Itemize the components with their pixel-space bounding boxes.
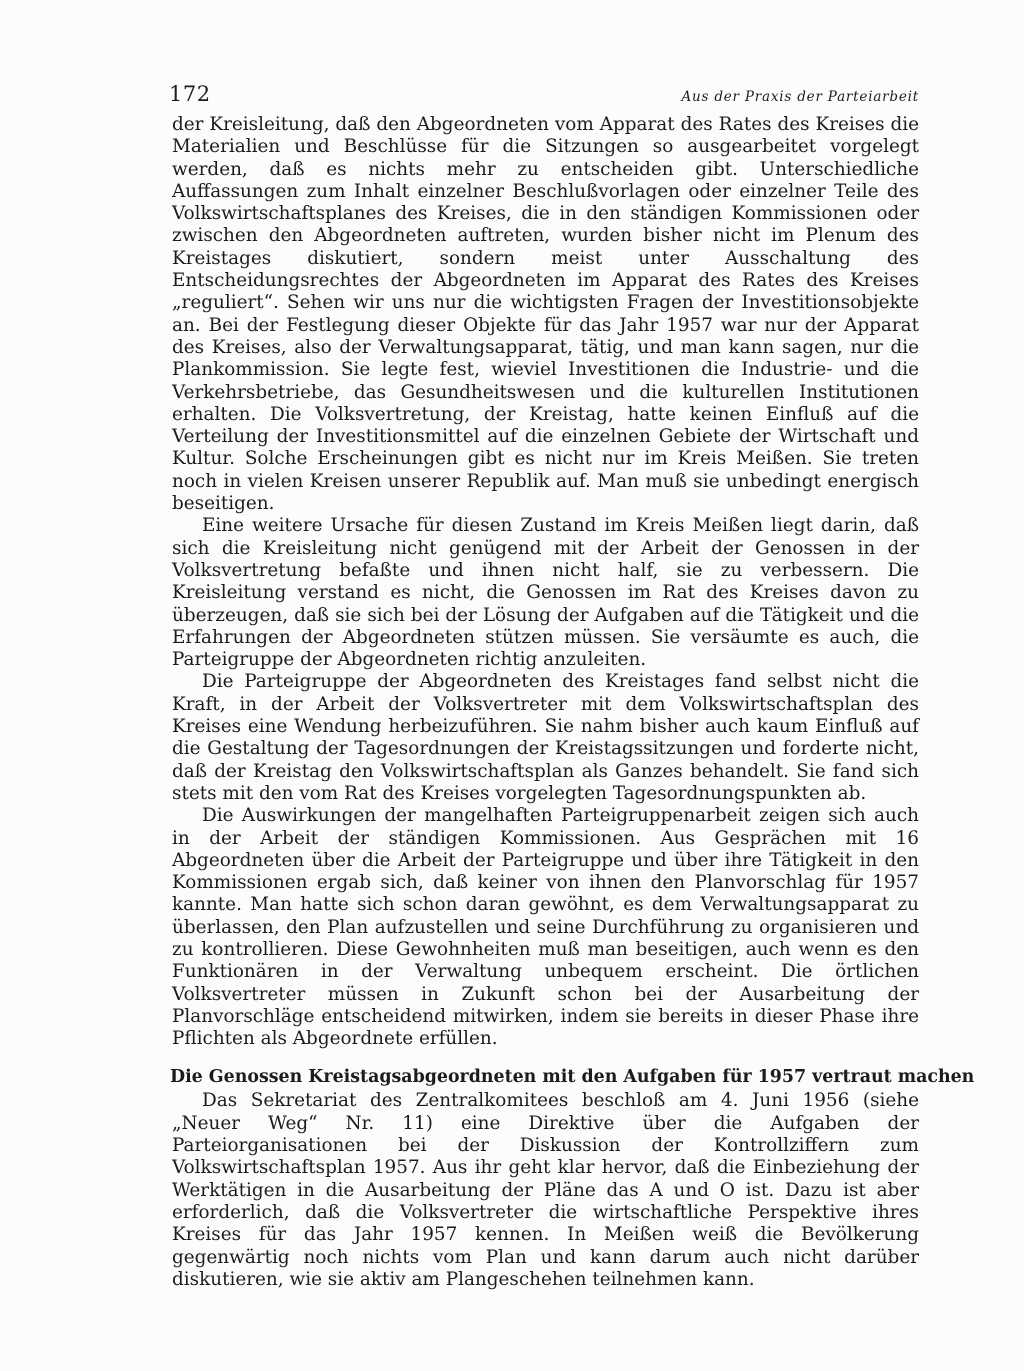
body-text [170, 114, 975, 1291]
page-header [169, 80, 919, 116]
paragraph-continued: der Kreisleitung, daß den Abgeordneten vom Apparat des Rates des Kreises die Materialien und Beschlüsse für die Sitzungen so ausgearbeitet vorgelegt werden, daß es nichts mehr zu entscheiden gibt. Unterschiedliche Auffassungen zum Inhalt einzelner Beschlußvorlagen oder einzelner Teile des Volkswirtschaftsplanes des Kreises, die in den ständigen Kommissionen oder zwischen den Abgeordneten auftreten, wurden bisher nicht im Plenum des Kreistages diskutiert, sondern meist unter Ausschaltung des Entscheidungsrechtes der Abgeordneten im Apparat des Rates des Kreises „reguliert“. Sehen wir uns nur die wichtigsten Fragen der Investitionsobjekte an. Bei der Festlegung dieser Objekte für das Jahr 1957 war nur der Apparat des Kreises, also der Verwaltungsapparat, tätig, und man kann sagen, nur die Plankommission. Sie legte fest, wieviel Investitionen die Industrie- und die Verkehrsbetriebe, das Gesundheitswesen und die kulturellen Institutionen erhalten. Die Volksvertretung, der Kreistag, hatte keinen Einfluß auf die Verteilung der Investitionsmittel auf die einzelnen Gebiete der Wirtschaft und Kultur. Solche Erscheinungen gibt es nicht nur im Kreis Meißen. Sie treten noch in vielen Kreisen unserer Republik auf. Man muß sie unbedingt energisch beseitigen. [172, 114, 919, 515]
paragraph: Die Parteigruppe der Abgeordneten des Kreistages fand selbst nicht die Kraft, in der Arbeit der Volksvertreter mit dem Volkswirtschaftsplan des Kreises eine Wendung herbeizuführen. Sie nahm bisher auch kaum Einfluß auf die Gestaltung der Tagesordnungen der Kreistagssitzungen und forderte nicht, daß der Kreistag den Volkswirtschaftsplan als Ganzes behandelt. Sie fand sich stets mit den vom Rat des Kreises vorgelegten Tagesordnungspunkten ab. [172, 671, 919, 804]
running-head: Aus der Praxis der Parteiarbeit [681, 89, 919, 105]
paragraph: Eine weitere Ursache für diesen Zustand im Kreis Meißen liegt darin, daß sich die Kreisleitung nicht genügend mit der Arbeit der Genossen in der Volksvertretung befaßte und ihnen nicht half, sie zu verbessern. Die Kreisleitung verstand es nicht, die Genossen im Rat des Kreises davon zu überzeugen, daß sie sich bei der Lösung der Aufgaben auf die Tätigkeit und die Erfahrungen der Abgeordneten stützen müssen. Sie versäumte es auch, die Parteigruppe der Abgeordneten richtig anzuleiten. [172, 515, 919, 671]
section-heading: Die Genossen Kreistagsabgeordneten mit den Aufgaben für 1957 vertraut machen [170, 1067, 975, 1088]
book-page [169, 80, 975, 1293]
section-paragraph: Das Sekretariat des Zentralkomitees beschloß am 4. Juni 1956 (siehe „Neuer Weg“ Nr. 11) eine Direktive über die Aufgaben der Parteiorganisationen bei der Diskussion der Kontrollziffern zum Volkswirtschaftsplan 1957. Aus ihr geht klar hervor, daß die Einbeziehung der Werktätigen in die Ausarbeitung der Pläne das A und O ist. Dazu ist aber erforderlich, daß die Volksvertreter die wirtschaftliche Perspektive ihres Kreises für das Jahr 1957 kennen. In Meißen weiß die Bevölkerung gegenwärtig noch nichts vom Plan und kann darum auch nicht darüber diskutieren, wie sie aktiv am Plangeschehen teilnehmen kann. [172, 1090, 919, 1290]
paragraph: Die Auswirkungen der mangelhaften Parteigruppenarbeit zeigen sich auch in der Arbeit der ständigen Kommissionen. Aus Gesprächen mit 16 Abgeordneten über die Arbeit der Parteigruppe und über ihre Tätigkeit in den Kommissionen ergab sich, daß keiner von ihnen den Planvorschlag für 1957 kannte. Man hatte sich schon daran gewöhnt, es dem Verwaltungsapparat zu überlassen, den Plan aufzustellen und seine Durchführung zu organisieren und zu kontrollieren. Diese Gewohnheiten muß man beseitigen, auch wenn es den Funktionären in der Verwaltung unbequem erscheint. Die örtlichen Volksvertreter müssen in Zukunft schon bei der Ausarbeitung der Planvorschläge entscheidend mitwirken, indem sie bereits in dieser Phase ihre Pflichten als Abgeordnete erfüllen. [172, 805, 919, 1050]
page-number: 172 [169, 82, 211, 106]
